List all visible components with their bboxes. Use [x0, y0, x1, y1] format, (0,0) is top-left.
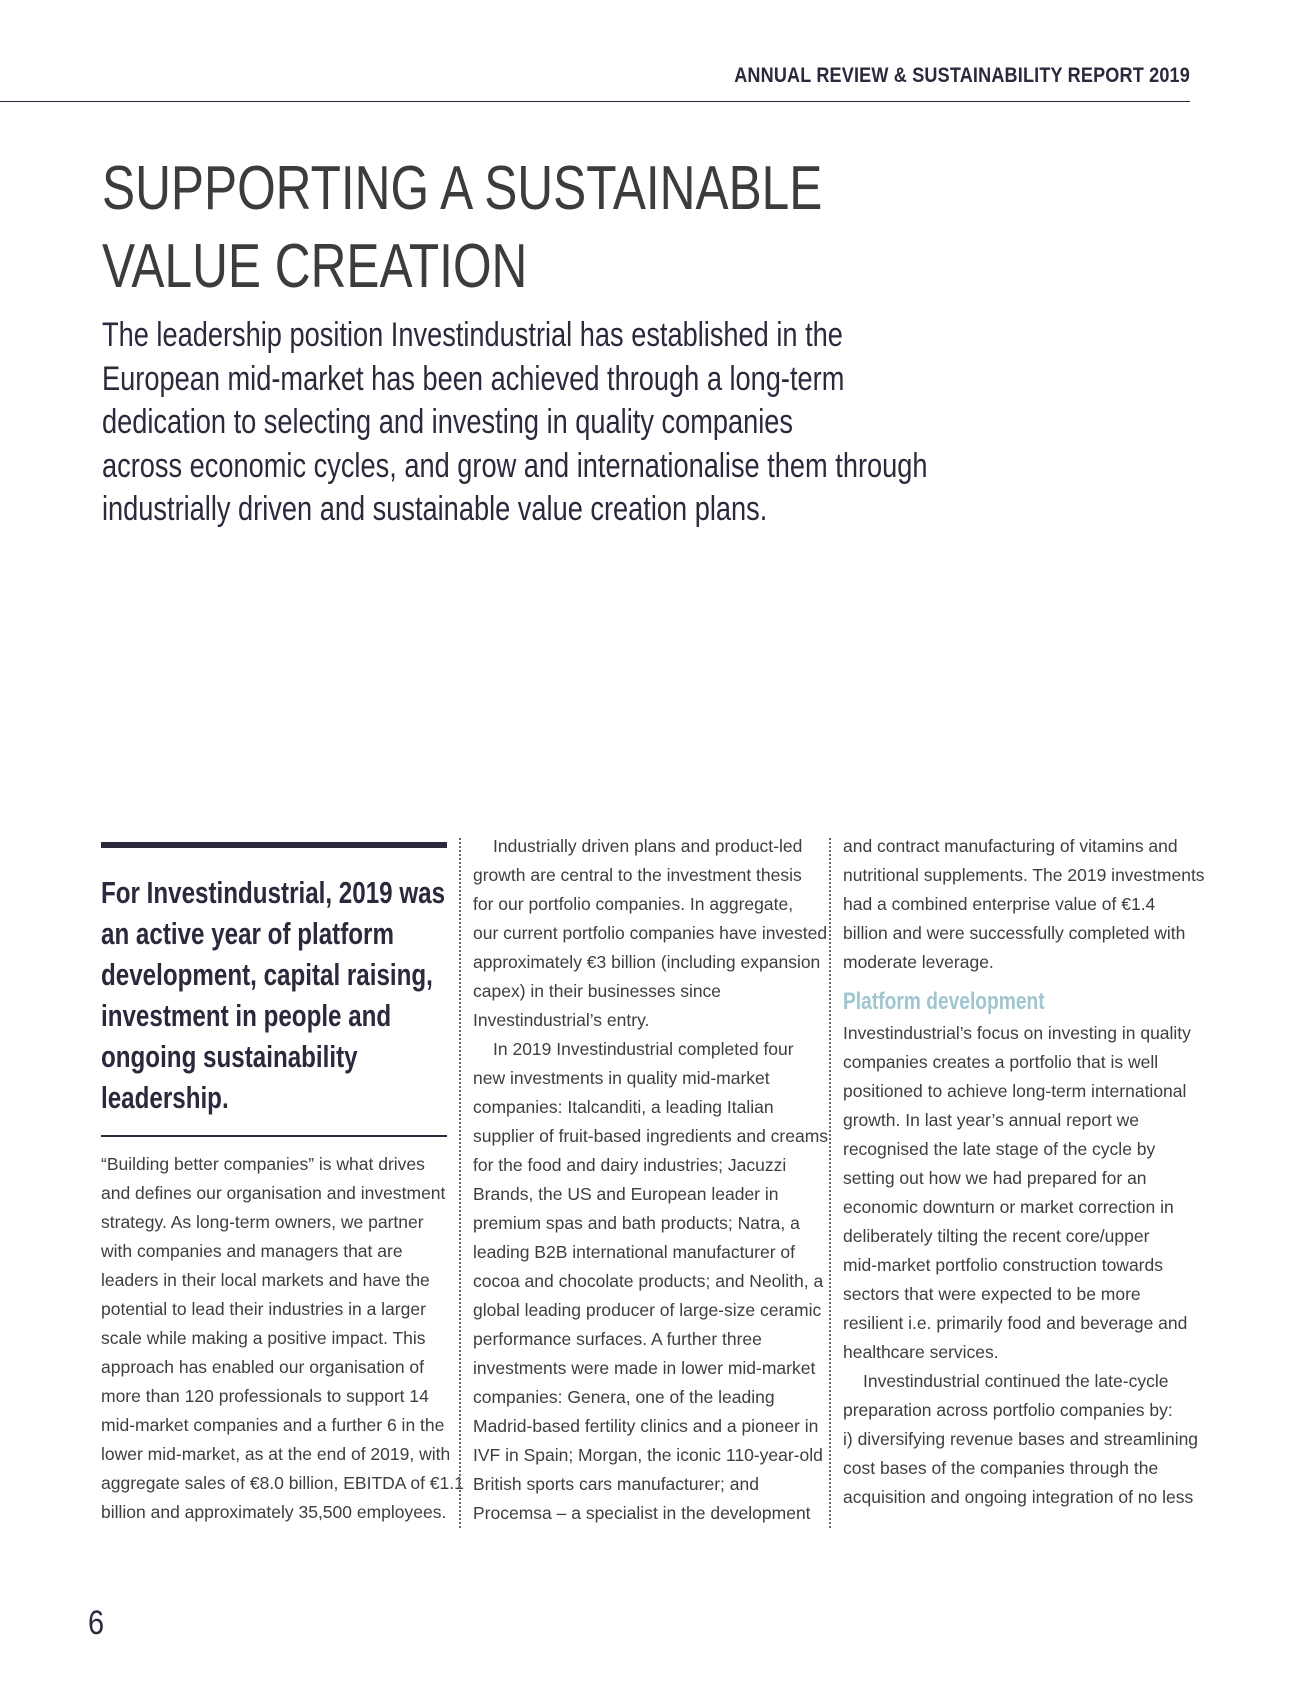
pull-quote [101, 872, 445, 1118]
pull-quote-line: development, capital raising, [101, 957, 433, 992]
body-line: capex) in their businesses since [473, 981, 722, 1001]
body-line: i) diversifying revenue bases and streamlining [843, 1429, 1199, 1449]
intro-line: dedication to selecting and investing in quality companies [102, 403, 794, 441]
body-line: performance surfaces. A further three [473, 1329, 762, 1349]
column-divider [829, 838, 831, 1528]
pull-quote-line: For Investindustrial, 2019 was [101, 875, 446, 910]
body-line: IVF in Spain; Morgan, the iconic 110-year-old [473, 1445, 823, 1465]
intro-line: European mid-market has been achieved through a long-term [102, 359, 845, 398]
pull-quote-line: an active year of platform [101, 916, 394, 951]
body-line: our current portfolio companies have invested [473, 923, 828, 943]
body-line: Procemsa – a specialist in the development [473, 1503, 811, 1523]
body-line: supplier of fruit-based ingredients and creams [473, 1126, 829, 1146]
pull-quote-line: ongoing sustainability [101, 1039, 358, 1074]
sidebar-top-bar [101, 842, 447, 848]
body-line: Industrially driven plans and product-led [493, 836, 803, 856]
body-line: Investindustrial continued the late-cycle [863, 1371, 1169, 1391]
body-line: investments were made in lower mid-market [473, 1358, 816, 1378]
intro-line: The leadership position Investindustrial has established in the [102, 316, 843, 354]
body-line: nutritional supplements. The 2019 investments [843, 865, 1205, 885]
body-line: for the food and dairy industries; Jacuzzi [473, 1155, 787, 1175]
title-line: VALUE CREATION [102, 232, 528, 301]
body-line: British sports cars manufacturer; and [473, 1474, 759, 1494]
body-line: more than 120 professionals to support 14 [101, 1386, 429, 1406]
body-line: acquisition and ongoing integration of no less [843, 1487, 1194, 1507]
body-line: potential to lead their industries in a larger [101, 1299, 426, 1319]
body-line: moderate leverage. [843, 952, 994, 972]
body-column-1 [101, 1150, 464, 1527]
pull-quote-line: investment in people and [101, 998, 392, 1033]
body-line: resilient i.e. primarily food and beverage and [843, 1313, 1188, 1333]
body-line: and defines our organisation and investment [101, 1183, 446, 1203]
body-line: leading B2B international manufacturer of [473, 1242, 796, 1262]
body-line: cocoa and chocolate products; and Neolith, a [473, 1271, 824, 1291]
body-line: “Building better companies” is what drives [101, 1154, 425, 1174]
page-title [102, 150, 822, 306]
body-line: with companies and managers that are [101, 1241, 403, 1261]
body-line: growth. In last year’s annual report we [843, 1110, 1140, 1130]
body-line: premium spas and bath products; Natra, a [473, 1213, 800, 1233]
body-line: mid-market portfolio construction towards [843, 1255, 1163, 1275]
intro-line: industrially driven and sustainable value creation plans. [102, 490, 768, 528]
body-line: mid-market companies and a further 6 in the [101, 1415, 445, 1435]
body-line: deliberately tilting the recent core/upper [843, 1226, 1150, 1246]
body-line: scale while making a positive impact. This [101, 1328, 426, 1348]
sidebar-bottom-rule [101, 1135, 447, 1137]
body-line: setting out how we had prepared for an [843, 1168, 1147, 1188]
section-subheading: Platform development [843, 988, 1045, 1015]
pull-quote-line: leadership. [101, 1080, 229, 1115]
body-line: billion and approximately 35,500 employees. [101, 1502, 447, 1522]
body-line: companies creates a portfolio that is well [843, 1052, 1159, 1072]
body-line: Madrid-based fertility clinics and a pioneer in [473, 1416, 819, 1436]
body-line: strategy. As long-term owners, we partner [101, 1212, 424, 1232]
body-column-2 [473, 832, 828, 1528]
body-line: had a combined enterprise value of €1.4 [843, 894, 1156, 914]
body-line: sectors that were expected to be more [843, 1284, 1141, 1304]
intro-paragraph [102, 314, 928, 532]
body-line: Brands, the US and European leader in [473, 1184, 779, 1204]
body-line: approach has enabled our organisation of [101, 1357, 425, 1377]
body-line: recognised the late stage of the cycle by [843, 1139, 1156, 1159]
body-line: billion and were successfully completed with [843, 923, 1186, 943]
page-number: 6 [88, 1604, 105, 1642]
body-line: Investindustrial’s focus on investing in quality [843, 1023, 1191, 1043]
body-line: cost bases of the companies through the [843, 1458, 1159, 1478]
body-line: companies: Italcanditi, a leading Italian [473, 1097, 774, 1117]
body-line: for our portfolio companies. In aggregate, [473, 894, 794, 914]
body-line: and contract manufacturing of vitamins and [843, 836, 1178, 856]
title-line: SUPPORTING A SUSTAINABLE [102, 154, 823, 223]
body-line: lower mid-market, as at the end of 2019, with [101, 1444, 451, 1464]
body-line: approximately €3 billion (including expansion [473, 952, 821, 972]
body-line: growth are central to the investment thesis [473, 865, 802, 885]
column-divider [459, 838, 461, 1528]
intro-line: across economic cycles, and grow and internationalise them through [102, 446, 928, 485]
body-line: leaders in their local markets and have the [101, 1270, 430, 1290]
body-line: new investments in quality mid-market [473, 1068, 770, 1088]
body-line: healthcare services. [843, 1342, 999, 1362]
body-line: Investindustrial’s entry. [473, 1010, 650, 1030]
body-line: global leading producer of large-size ceramic [473, 1300, 822, 1320]
body-line: companies: Genera, one of the leading [473, 1387, 775, 1407]
body-line: positioned to achieve long-term international [843, 1081, 1187, 1101]
header-rule [0, 101, 1190, 102]
body-line: economic downturn or market correction in [843, 1197, 1174, 1217]
body-line: In 2019 Investindustrial completed four [493, 1039, 794, 1059]
body-column-3 [843, 832, 1205, 1512]
body-line: preparation across portfolio companies by: [843, 1400, 1173, 1420]
body-line: aggregate sales of €8.0 billion, EBITDA of €1.1 [101, 1473, 464, 1493]
running-header: ANNUAL REVIEW & SUSTAINABILITY REPORT 2019 [734, 64, 1190, 87]
